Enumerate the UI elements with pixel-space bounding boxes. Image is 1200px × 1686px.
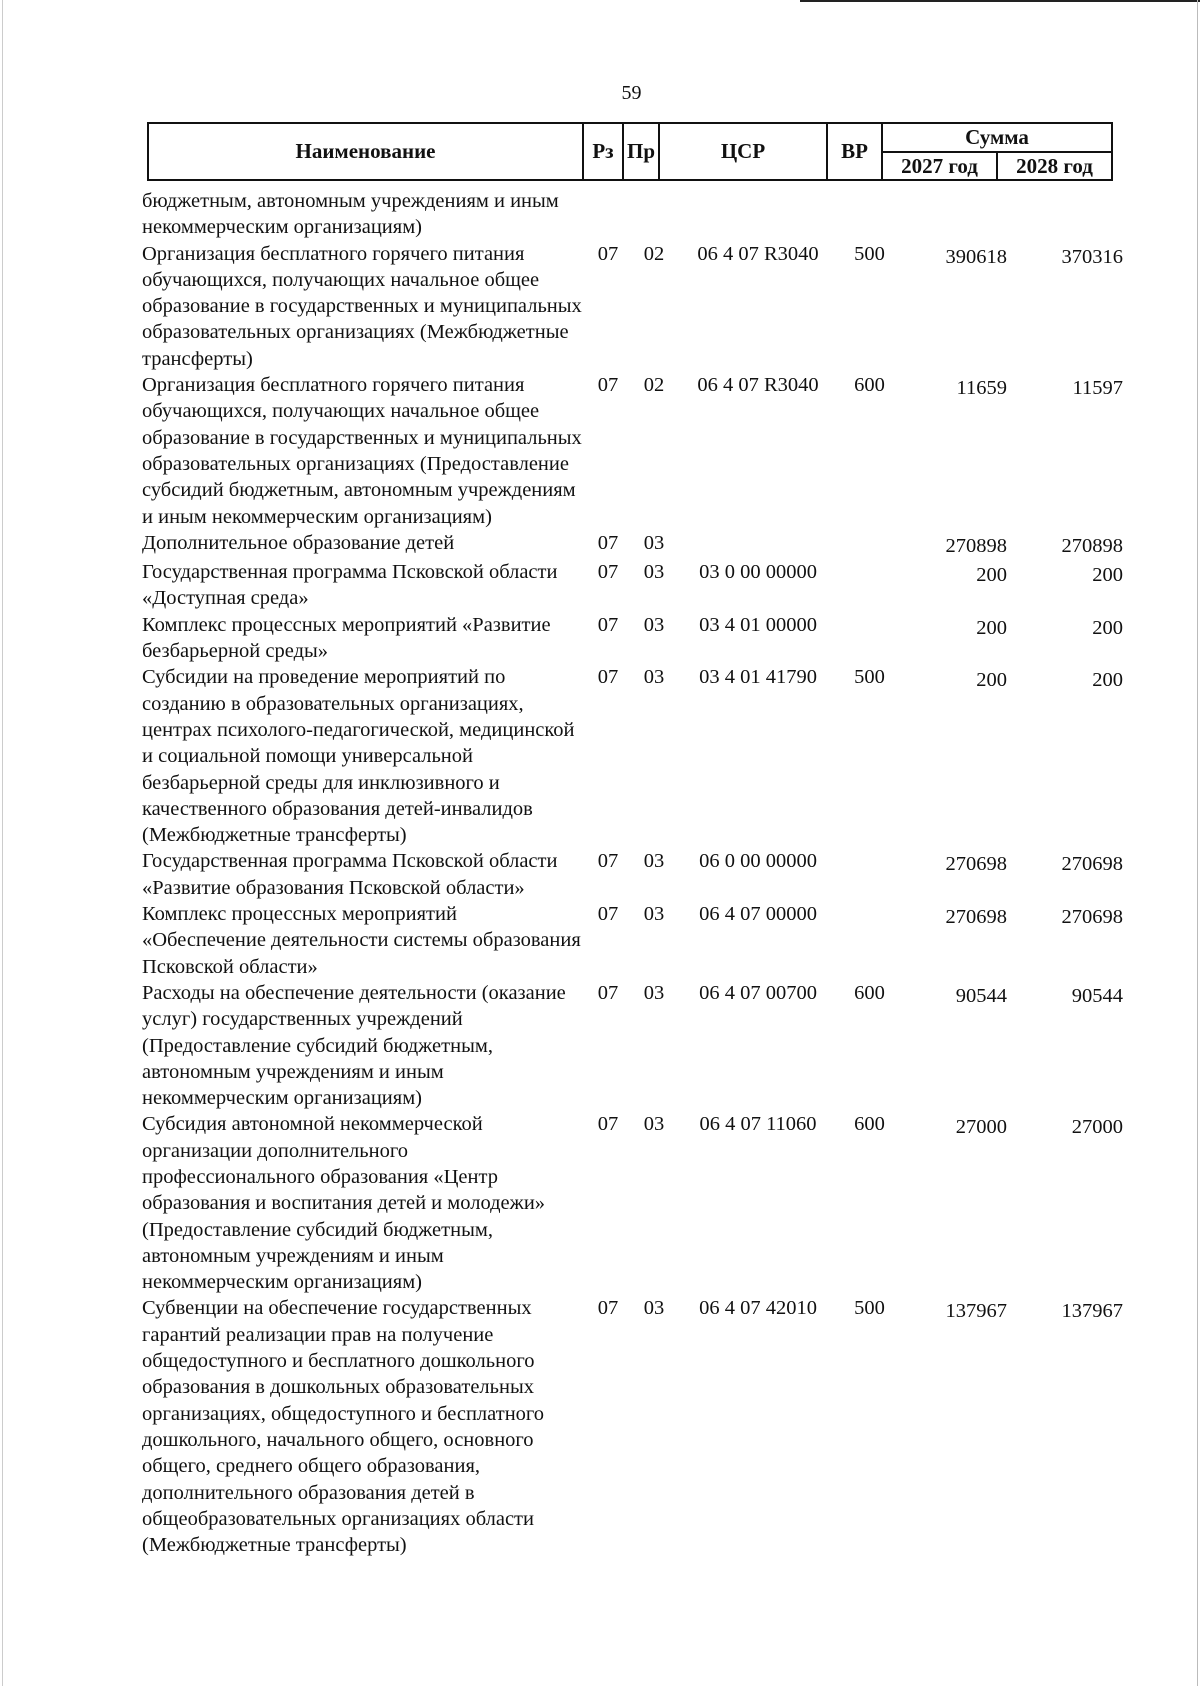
cell-pr: 03 xyxy=(643,531,665,554)
header-csr: ЦСР xyxy=(659,123,827,180)
cell-vr: 600 xyxy=(854,374,885,397)
cell-rz: 07 xyxy=(597,903,619,926)
cell-sum-2027: 200 xyxy=(976,616,1007,639)
header-pr: Пр xyxy=(623,123,659,180)
cell-sum-2027: 27000 xyxy=(955,1116,1007,1139)
cell-sum-2027: 270898 xyxy=(945,534,1007,557)
budget-table xyxy=(142,188,1123,1558)
header-year-2027: 2027 год xyxy=(882,152,997,180)
cell-sum-2028: 270898 xyxy=(1061,534,1123,557)
cell-vr: 600 xyxy=(854,981,885,1004)
cell-sum-2028 xyxy=(1007,188,1123,241)
scan-edge-left xyxy=(2,0,3,1686)
cell-sum-2027: 137967 xyxy=(945,1300,1007,1323)
cell-pr: 02 xyxy=(643,242,665,265)
cell-name: Дополнительное образование детей xyxy=(142,531,455,554)
cell-csr: 06 0 00 00000 xyxy=(699,850,817,873)
table-row xyxy=(142,241,1123,372)
cell-sum-2028: 370316 xyxy=(1061,245,1123,268)
cell-csr xyxy=(674,188,842,241)
cell-rz: 07 xyxy=(597,981,619,1004)
cell-csr: 03 4 01 00000 xyxy=(699,613,817,636)
cell-sum-2027: 270698 xyxy=(945,906,1007,929)
cell-rz: 07 xyxy=(597,531,619,554)
cell-pr: 03 xyxy=(643,903,665,926)
cell-rz: 07 xyxy=(597,242,619,265)
cell-pr: 03 xyxy=(643,981,665,1004)
cell-rz: 07 xyxy=(597,850,619,873)
cell-name: Субсидия автономной некоммерческой организации дополнительного профессионального образования «Центр образования и воспитания детей и молодежи» (Предоставление субсидий бюджетным, автономным учреждениям и иным некоммерческим организациям) xyxy=(142,1113,546,1294)
cell-vr xyxy=(842,901,897,980)
cell-csr: 06 4 07 00700 xyxy=(699,981,817,1004)
cell-vr xyxy=(842,530,897,559)
cell-csr: 06 4 07 R3040 xyxy=(697,242,819,265)
cell-name: Государственная программа Псковской области «Доступная среда» xyxy=(142,561,558,610)
cell-csr xyxy=(674,530,842,559)
cell-sum-2028: 200 xyxy=(1092,669,1123,692)
cell-name: Субвенции на обеспечение государственных гарантий реализации прав на получение общедоступного и бесплатного дошкольного образования в дошкольных образовательных организациях, общедоступного и бесплатного дошкольного, начального общего, основного общего, среднего общего образования, дополнительного образования детей в общеобразовательных организациях области (Межбюджетные трансферты) xyxy=(142,1297,545,1557)
cell-name: Субсидии на проведение мероприятий по созданию в образовательных организациях, центрах психолого-педагогической, медицинской и социальной помощи универсальной безбарьерной среды для инклюзивного и качественного образования детей-инвалидов (Межбюджетные трансферты) xyxy=(142,666,575,847)
cell-csr: 06 4 07 00000 xyxy=(699,903,817,926)
cell-sum-2028: 11597 xyxy=(1072,377,1123,400)
cell-name: Комплекс процессных мероприятий «Развитие безбарьерной среды» xyxy=(142,613,551,663)
cell-vr: 500 xyxy=(854,242,885,265)
table-row xyxy=(142,980,1123,1111)
header-name: Наименование xyxy=(148,123,583,180)
cell-rz: 07 xyxy=(597,1113,619,1136)
header-vr: ВР xyxy=(827,123,882,180)
table-header xyxy=(147,122,1113,181)
cell-csr: 06 4 07 11060 xyxy=(699,1113,817,1136)
table-row xyxy=(142,1295,1123,1558)
header-rz: Рз xyxy=(583,123,623,180)
table-row xyxy=(142,559,1123,612)
cell-vr: 600 xyxy=(854,1113,885,1136)
table-row xyxy=(142,530,1123,559)
cell-vr: 500 xyxy=(854,666,885,689)
table-row xyxy=(142,372,1123,530)
cell-vr xyxy=(842,848,897,901)
cell-name: Организация бесплатного горячего питания обучающихся, получающих начальное общее образование в государственных и муниципальных образовательных организациях (Предоставление субсидий бюджетным, автономным учреждениям и иным некоммерческим организациям) xyxy=(142,374,582,528)
cell-vr xyxy=(842,559,897,612)
cell-pr: 03 xyxy=(643,613,665,636)
cell-csr: 03 4 01 41790 xyxy=(699,666,817,689)
cell-rz xyxy=(582,188,634,241)
cell-rz: 07 xyxy=(597,613,619,636)
cell-name: Расходы на обеспечение деятельности (оказание услуг) государственных учреждений (Предоставление субсидий бюджетным, автономным учреждениям и иным некоммерческим организациям) xyxy=(142,981,566,1110)
page-number: 59 xyxy=(621,82,642,104)
table-row xyxy=(142,901,1123,980)
cell-csr: 06 4 07 42010 xyxy=(699,1297,817,1320)
cell-sum-2027: 200 xyxy=(976,669,1007,692)
cell-sum-2027: 11659 xyxy=(956,377,1007,400)
cell-sum-2028: 27000 xyxy=(1071,1116,1123,1139)
table-row xyxy=(142,1111,1123,1295)
table-row xyxy=(142,188,1123,241)
cell-pr: 03 xyxy=(643,561,665,584)
cell-csr: 03 0 00 00000 xyxy=(699,561,817,584)
cell-vr xyxy=(842,612,897,665)
table-row xyxy=(142,612,1123,665)
header-sum: Сумма xyxy=(882,123,1112,152)
cell-sum-2028: 90544 xyxy=(1071,984,1123,1007)
cell-sum-2028: 270698 xyxy=(1061,853,1123,876)
cell-sum-2027: 200 xyxy=(976,564,1007,587)
cell-rz: 07 xyxy=(597,374,619,397)
table-row xyxy=(142,664,1123,848)
cell-sum-2027 xyxy=(897,188,1007,241)
cell-vr xyxy=(842,188,897,241)
cell-sum-2027: 390618 xyxy=(945,245,1007,268)
cell-pr: 03 xyxy=(643,1297,665,1320)
cell-name: бюджетным, автономным учреждениям и иным некоммерческим организациям) xyxy=(142,190,559,239)
cell-pr: 03 xyxy=(643,666,665,689)
cell-sum-2028: 200 xyxy=(1092,616,1123,639)
cell-name: Организация бесплатного горячего питания обучающихся, получающих начальное общее образование в государственных и муниципальных образовательных организациях (Межбюджетные трансферты) xyxy=(142,242,582,370)
cell-sum-2027: 90544 xyxy=(955,984,1007,1007)
header-year-2028: 2028 год xyxy=(997,152,1112,180)
cell-rz: 07 xyxy=(597,561,619,584)
cell-rz: 07 xyxy=(597,1297,619,1320)
table-body xyxy=(142,188,1123,1558)
cell-pr: 03 xyxy=(643,850,665,873)
cell-vr: 500 xyxy=(854,1297,885,1320)
cell-pr xyxy=(634,188,674,241)
cell-rz: 07 xyxy=(597,666,619,689)
scan-edge-top xyxy=(800,0,1200,2)
cell-name: Государственная программа Псковской области «Развитие образования Псковской области» xyxy=(142,850,558,899)
cell-sum-2028: 200 xyxy=(1092,564,1123,587)
table-row xyxy=(142,848,1123,901)
cell-csr: 06 4 07 R3040 xyxy=(697,374,819,397)
cell-sum-2028: 137967 xyxy=(1061,1300,1123,1323)
cell-sum-2027: 270698 xyxy=(945,853,1007,876)
scan-edge-right xyxy=(1197,0,1198,1686)
cell-sum-2028: 270698 xyxy=(1061,906,1123,929)
cell-name: Комплекс процессных мероприятий «Обеспечение деятельности системы образования Псковской области» xyxy=(142,903,581,978)
cell-pr: 03 xyxy=(643,1113,665,1136)
cell-pr: 02 xyxy=(643,374,665,397)
